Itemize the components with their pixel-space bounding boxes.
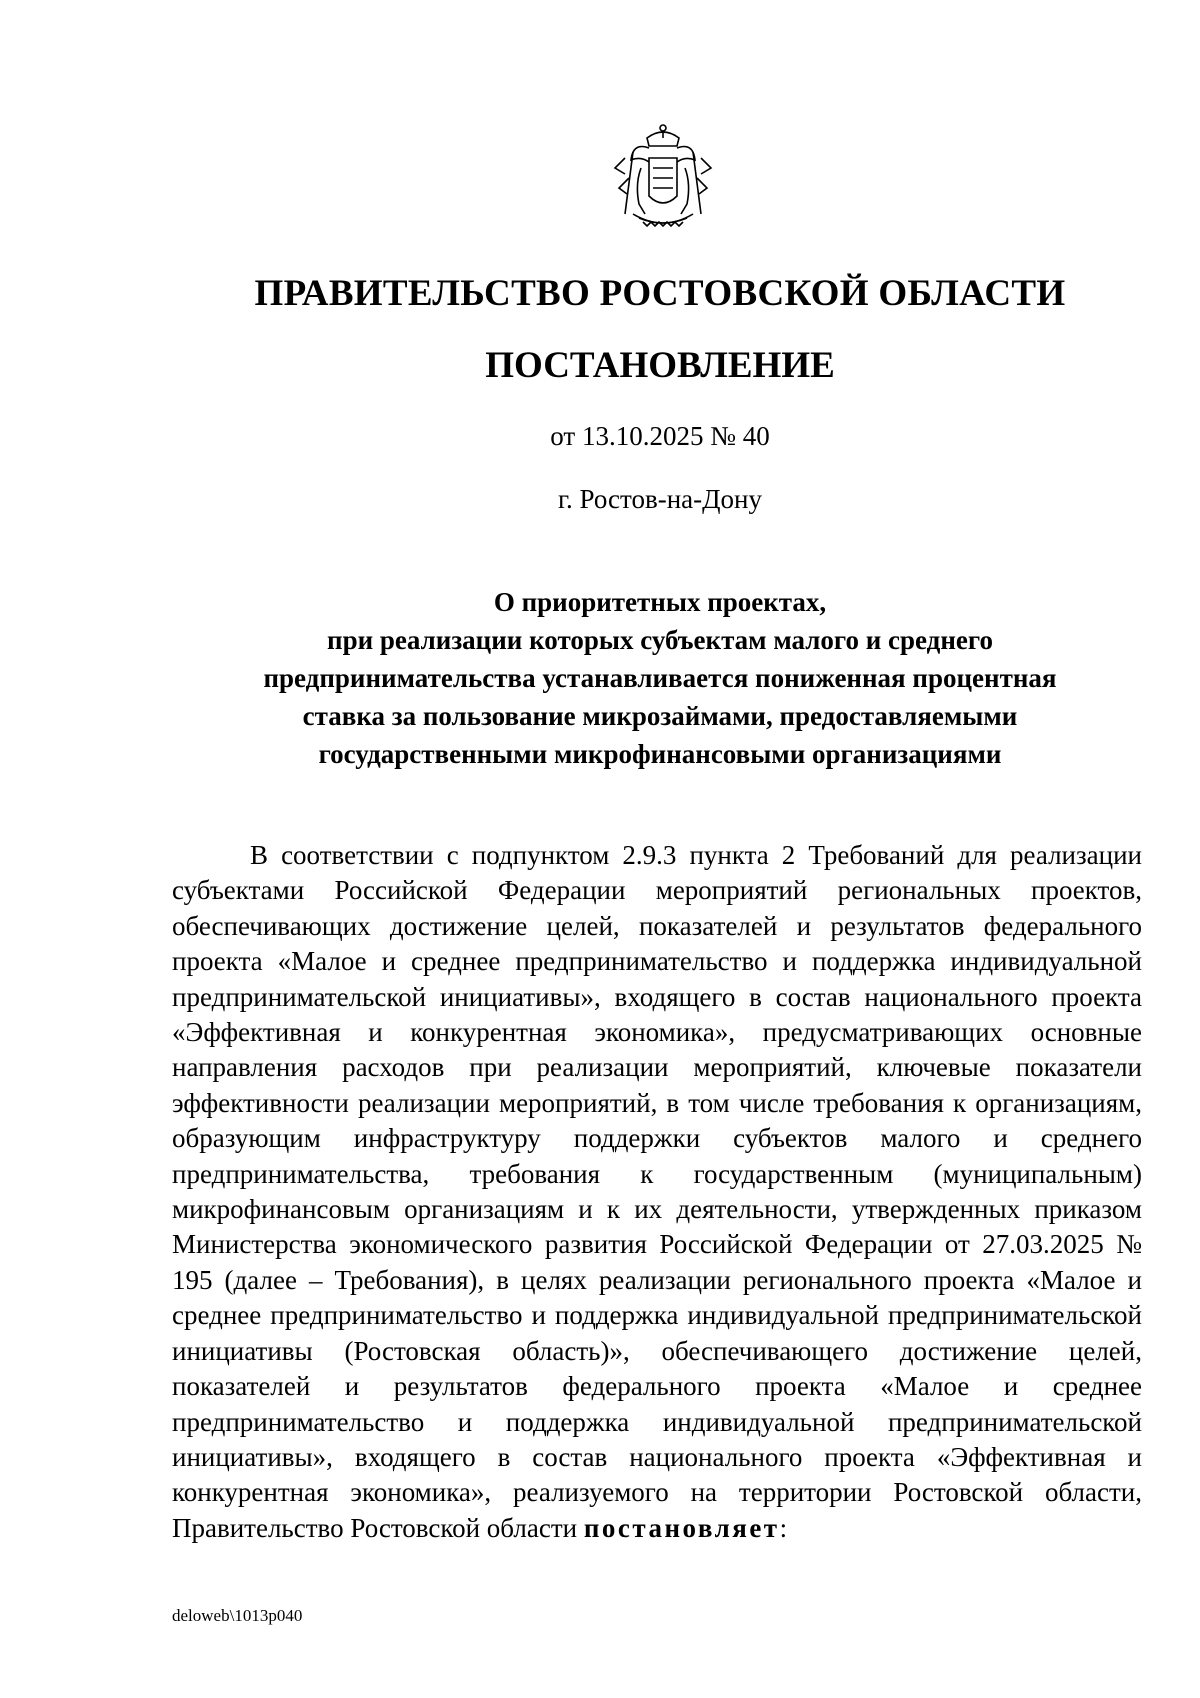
body-paragraph [172,838,1142,1546]
footer-document-code: deloweb\1013p040 [172,1606,303,1625]
document-date-number: от 13.10.2025 № 40 [550,421,770,451]
body-text: В соответствии с подпунктом 2.9.3 пункта 2 Требований для реализации субъектами Российской Федерации мероприятий региональных проектов, обеспечивающих достижение целей, показателей и результатов федерального проекта «Малое и среднее предпринимательство и поддержка индивидуальной предпринимательской инициативы», входящего в состав национального проекта «Эффективная и конкурентная экономика», предусматривающих основные направления расходов при реализации мероприятий, ключевые показатели эффективности реализации мероприятий, в том числе требования к организациям, образующим инфраструктуру поддержки субъектов малого и среднего предпринимательства, требования к государственным (муниципальным) микрофинансовым организациям и к их деятельности, утвержденных приказом Министерства экономического развития Российской Федерации от 27.03.2025 № 195 (далее – Требования), в целях реализации регионального проекта «Малое и среднее предпринимательство и поддержка индивидуальной предпринимательской инициативы (Ростовская область)», обеспечивающего достижение целей, показателей и результатов федерального проекта «Малое и среднее предпринимательство и поддержка индивидуальной предпринимательской инициативы», входящего в состав национального проекта «Эффективная и конкурентная экономика», реализуемого на территории Ростовской области, Правительство Ростовской области [172,840,1142,1543]
subject-line: при реализации которых субъектам малого и среднего [327,625,993,655]
government-title: ПРАВИТЕЛЬСТВО РОСТОВСКОЙ ОБЛАСТИ [254,273,1066,314]
subject-line: О приоритетных проектах, [493,587,827,617]
subject-line: предпринимательства устанавливается пониженная процентная [263,663,1057,693]
document-type: ПОСТАНОВЛЕНИЕ [485,345,835,386]
subject-line: государственными микрофинансовыми организациями [318,739,1002,769]
document-city: г. Ростов-на-Дону [557,484,762,514]
subject-line: ставка за пользование микрозаймами, предоставляемыми [302,701,1018,731]
decree-punctuation: : [779,1512,788,1543]
document-subject [220,583,1100,773]
decree-word: постановляет [583,1512,780,1543]
coat-of-arms-icon [603,118,723,238]
